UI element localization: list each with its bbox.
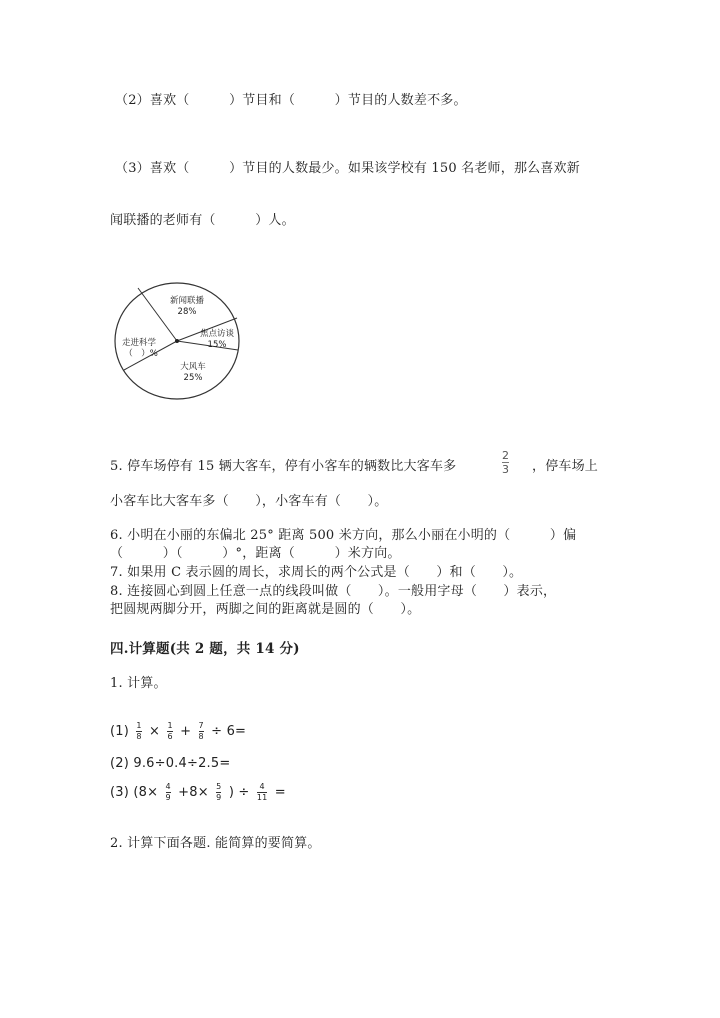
denominator: 6 [167, 732, 173, 741]
part-1-prefix: (1) [110, 724, 130, 739]
numerator: 1 [136, 721, 142, 730]
fraction-1-6 [167, 722, 172, 741]
question-3-line-1: （3）喜欢（ ）节目的人数最少。如果该学校有 150 名老师，那么喜欢新 [115, 161, 580, 176]
numerator: 7 [198, 721, 204, 730]
question-5-line-2: 小客车比大客车多（ ），小客车有（ ）。 [110, 494, 388, 509]
question-6-line-2: （ ）（ ）°，距离（ ）米方向。 [110, 546, 401, 561]
fraction-5-9 [216, 783, 221, 802]
calc-2-title: 2. 计算下面各题. 能简算的要简算。 [110, 836, 321, 851]
question-7: 7. 如果用 C 表示圆的周长，求周长的两个公式是（ ）和（ ）。 [110, 565, 523, 580]
part-3-mid: +8× [178, 785, 209, 800]
question-8-line-2: 把圆规两脚分开，两脚之间的距离就是圆的（ ）。 [110, 602, 421, 617]
numerator: 4 [259, 782, 265, 791]
fraction-4-9 [166, 783, 171, 802]
pie-chart [110, 278, 245, 404]
slice-label-focus: 焦点访谈 [199, 329, 235, 339]
question-5-fraction [502, 450, 509, 475]
section-4-title: 四.计算题(共 2 题，共 14 分) [110, 641, 300, 657]
slice-value-news: 28% [177, 307, 197, 317]
question-6-line-1: 6. 小明在小丽的东偏北 25° 距离 500 米方向，那么小丽在小明的（ ）偏 [110, 528, 577, 543]
denominator: 11 [256, 793, 268, 802]
slice-label-science: 走进科学 [121, 338, 157, 348]
plus-sign: + [180, 724, 192, 739]
part-3-prefix: (3) (8× [110, 785, 159, 800]
fraction-denominator: 3 [502, 463, 509, 476]
calc-1-part-1 [110, 722, 246, 741]
part-3-close: ) ÷ [228, 785, 250, 800]
denominator: 8 [198, 732, 204, 741]
slice-value-focus: 15% [207, 340, 227, 350]
numerator: 5 [216, 782, 222, 791]
question-5-line-1-start: 5. 停车场停有 15 辆大客车，停有小客车的辆数比大客车多 [110, 459, 457, 474]
fraction-1-8 [136, 722, 141, 741]
part-3-tail: = [274, 785, 286, 800]
question-3-line-2: 闻联播的老师有（ ）人。 [110, 213, 295, 228]
part-1-tail: ÷ 6= [211, 724, 247, 739]
denominator: 9 [216, 793, 222, 802]
calc-1-part-2: (2) 9.6÷0.4÷2.5= [110, 756, 231, 771]
numerator: 1 [167, 721, 173, 730]
calc-1-title: 1. 计算。 [110, 676, 167, 691]
slice-label-news: 新闻联播 [169, 296, 205, 306]
denominator: 9 [165, 793, 171, 802]
question-2: （2）喜欢（ ）节目和（ ）节目的人数差不多。 [115, 93, 467, 108]
calc-1-part-3 [110, 783, 286, 802]
question-5-line-1-end: ，停车场上 [532, 459, 599, 474]
times-sign: × [149, 724, 161, 739]
slice-value-windmill: 25% [183, 373, 203, 383]
fraction-7-8 [199, 722, 204, 741]
fraction-numerator: 2 [502, 449, 509, 462]
denominator: 8 [136, 732, 142, 741]
slice-value-science: （ ）% [124, 349, 158, 359]
fraction-4-11 [257, 783, 268, 802]
question-8-line-1: 8. 连接圆心到圆上任意一点的线段叫做（ ）。一般用字母（ ）表示， [110, 584, 557, 599]
slice-label-windmill: 大风车 [180, 362, 206, 372]
numerator: 4 [165, 782, 171, 791]
pie-center-dot [175, 339, 179, 343]
